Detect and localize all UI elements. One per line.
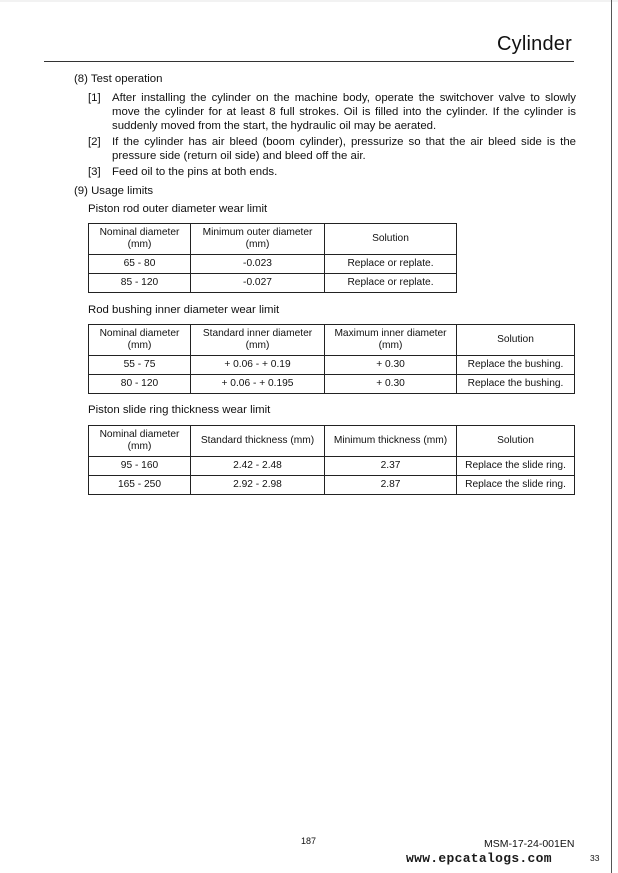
header-cell: Nominal diameter (mm) [89, 426, 191, 457]
step-text: Feed oil to the pins at both ends. [112, 166, 278, 178]
table-cell: 80 - 120 [89, 375, 191, 394]
step-text: After installing the cylinder on the machine body, operate the switchover valve to slowly move the cylinder for at least 8 full strokes. Oil is filled into the cylinder. If the cylinder is suddenly moved from the start, the hydraulic oil may be aerated. [112, 92, 576, 133]
table-row [89, 274, 457, 293]
table-cell: Replace the bushing. [457, 375, 575, 394]
table-cell: 55 - 75 [89, 356, 191, 375]
document-code: MSM-17-24-001EN [484, 838, 575, 850]
table-cell: 85 - 120 [89, 274, 191, 293]
header-cell: Maximum inner diameter (mm) [325, 325, 457, 356]
table-cell: + 0.06 - + 0.19 [191, 356, 325, 375]
table-cell: 2.92 - 2.98 [191, 476, 325, 495]
header-cell: Solution [457, 325, 575, 356]
rod-bushing-caption: Rod bushing inner diameter wear limit [88, 304, 280, 316]
table-header-row [89, 426, 575, 457]
header-cell: Nominal diameter (mm) [89, 224, 191, 255]
table-cell: 2.37 [325, 457, 457, 476]
website-watermark: www.epcatalogs.com [406, 851, 552, 866]
piston-rod-caption: Piston rod outer diameter wear limit [88, 203, 268, 215]
slide-ring-table [88, 425, 575, 495]
table-row [89, 457, 575, 476]
corner-page-number: 33 [590, 853, 600, 863]
rod-bushing-table [88, 324, 575, 394]
header-cell: Standard inner diameter (mm) [191, 325, 325, 356]
table-cell: Replace or replate. [325, 274, 457, 293]
table-cell: Replace the bushing. [457, 356, 575, 375]
page-title: Cylinder [497, 33, 572, 55]
table-cell: 95 - 160 [89, 457, 191, 476]
header-cell: Solution [325, 224, 457, 255]
usage-limits-heading: (9) Usage limits [74, 185, 154, 197]
header-cell: Minimum outer diameter (mm) [191, 224, 325, 255]
step-number: [2] [88, 136, 101, 148]
header-cell: Standard thickness (mm) [191, 426, 325, 457]
table-cell: Replace the slide ring. [457, 457, 575, 476]
table-cell: -0.027 [191, 274, 325, 293]
table-header-row [89, 325, 575, 356]
header-cell: Minimum thickness (mm) [325, 426, 457, 457]
table-row [89, 476, 575, 495]
step-text: If the cylinder has air bleed (boom cylinder), pressurize so that the air bleed side is the pressure side (return oil side) and bleed off the air. [112, 136, 576, 163]
slide-ring-caption: Piston slide ring thickness wear limit [88, 404, 271, 416]
table-cell: + 0.30 [325, 356, 457, 375]
page-number: 187 [301, 836, 317, 846]
table-cell: -0.023 [191, 255, 325, 274]
table-cell: Replace or replate. [325, 255, 457, 274]
test-operation-heading: (8) Test operation [74, 73, 163, 85]
table-cell: 65 - 80 [89, 255, 191, 274]
table-header-row [89, 224, 457, 255]
table-cell: Replace the slide ring. [457, 476, 575, 495]
table-cell: + 0.30 [325, 375, 457, 394]
step-number: [1] [88, 92, 101, 104]
table-row [89, 255, 457, 274]
header-cell: Solution [457, 426, 575, 457]
top-edge [0, 0, 618, 2]
piston-rod-table [88, 223, 457, 293]
header-cell: Nominal diameter (mm) [89, 325, 191, 356]
header-divider [44, 61, 574, 62]
step-number: [3] [88, 166, 101, 178]
table-row [89, 375, 575, 394]
table-cell: + 0.06 - + 0.195 [191, 375, 325, 394]
table-cell: 2.87 [325, 476, 457, 495]
table-cell: 2.42 - 2.48 [191, 457, 325, 476]
table-cell: 165 - 250 [89, 476, 191, 495]
table-row [89, 356, 575, 375]
page-right-border [611, 0, 612, 873]
